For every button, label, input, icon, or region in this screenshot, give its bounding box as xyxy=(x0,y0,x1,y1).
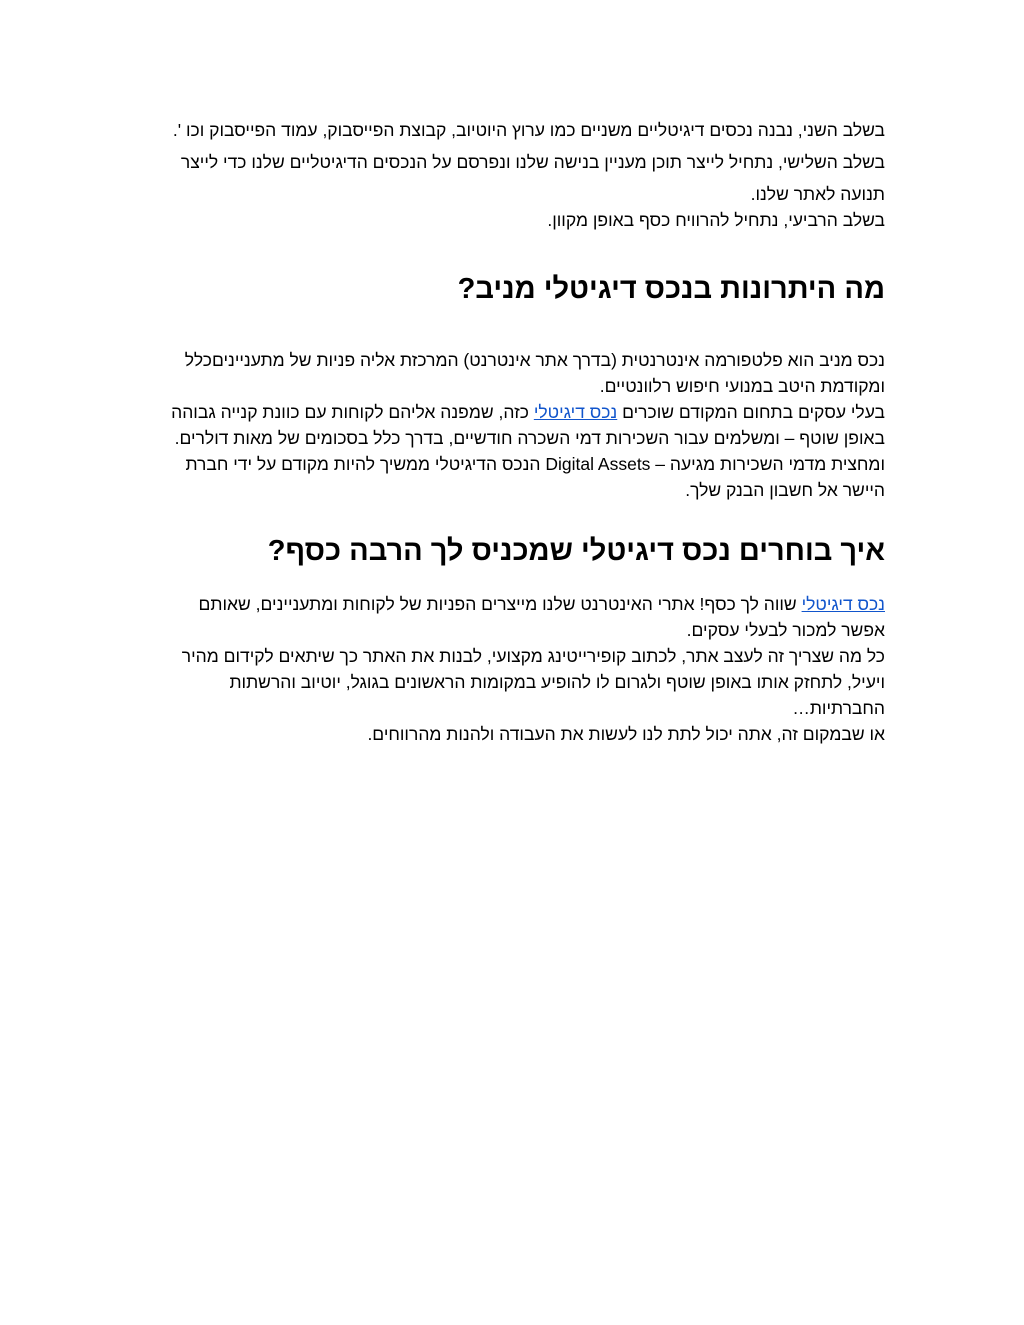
section1-p1-line1-end: כלל xyxy=(184,350,212,370)
section2-p2-line2: ויעיל, לתחזק אותו באופן שוטף ולגרום לו להופיע במקומות הראשונים בגוגל, יוטיוב והרשתות xyxy=(229,672,885,692)
section1-p2-after: כזה, שמפנה אליהם לקוחות עם כוונת קנייה גבוהה xyxy=(171,402,534,422)
intro-step4-text: בשלב הרביעי, נתחיל להרוויח כסף באופן מקוון. xyxy=(547,210,885,230)
intro-step3-line2: תנועה לאתר שלנו. xyxy=(750,184,885,204)
intro-step2 xyxy=(120,117,885,143)
section1-paragraph1 xyxy=(120,347,885,399)
digital-asset-link-2[interactable]: נכס דיגיטלי xyxy=(801,594,885,614)
section2-p1-after: שווה לך כסף! אתרי האינטרנט שלנו מייצרים הפניות של לקוחות ומתעניינים, שאותם xyxy=(198,594,802,614)
intro-step4 xyxy=(120,207,885,233)
section2-p3-text: או שבמקום זה, אתה יכול לתת לנו לעשות את העבודה ולהנות מהרווחים. xyxy=(367,724,885,744)
section2-paragraph3 xyxy=(120,721,885,747)
section2-p1-line1 xyxy=(120,591,885,617)
section1-p2-line3: ומחצית מדמי השכירות מגיעה – Digital Assets הנכס הדיגיטלי ממשיך להיות מקודם על ידי חברת xyxy=(185,454,885,474)
section1-p2-line2: באופן שוטף – ומשלמים עבור השכירות דמי השכרה חודשיים, בדרך כלל בסכומים של מאות דולרים. xyxy=(174,428,885,448)
section1-p1-line1-main: נכס מניב הוא פלטפורמה אינטרנטית (בדרך אתר אינטרנט) המרכזת אליה פניות של מתעניינים xyxy=(211,350,885,370)
section2-heading: איך בוחרים נכס דיגיטלי שמכניס לך הרבה כסף? xyxy=(267,535,885,567)
section2-paragraph1 xyxy=(120,591,885,643)
section2-p1-line2: אפשר למכור לבעלי עסקים. xyxy=(686,620,885,640)
section2-paragraph2 xyxy=(120,643,885,721)
intro-step3 xyxy=(120,149,885,207)
section1-paragraph2 xyxy=(120,399,885,503)
section2-p2-line3: החברתיות… xyxy=(792,698,885,718)
section1-p2-before: בעלי עסקים בתחום המקודם שוכרים xyxy=(617,402,885,422)
intro-step3-line1: בשלב השלישי, נתחיל לייצר תוכן מעניין בנישה שלנו ונפרסם על הנכסים הדיגיטליים שלנו כדי לייצר xyxy=(180,152,885,172)
section1-heading: מה היתרונות בנכס דיגיטלי מניב? xyxy=(457,273,885,305)
section1-p1-line1 xyxy=(120,347,885,373)
intro-step2-text: בשלב השני, נבנה נכסים דיגיטליים משניים כמו ערוץ היוטיוב, קבוצת הפייסבוק, עמוד הפייסבוק וכו '. xyxy=(172,120,885,140)
section1-p1-line2: ומקודמת היטב במנועי חיפוש רלוונטיים. xyxy=(599,376,885,396)
document-page xyxy=(120,117,885,747)
section2-p2-line1: כל מה שצריך זה לעצב אתר, לכתוב קופירייטינג מקצועי, לבנות את האתר כך שיתאים לקידום מהיר xyxy=(181,646,885,666)
section1-p2-line1 xyxy=(120,399,885,425)
section1-p2-line4: היישר אל חשבון הבנק שלך. xyxy=(685,480,885,500)
digital-asset-link[interactable]: נכס דיגיטלי xyxy=(533,402,618,422)
